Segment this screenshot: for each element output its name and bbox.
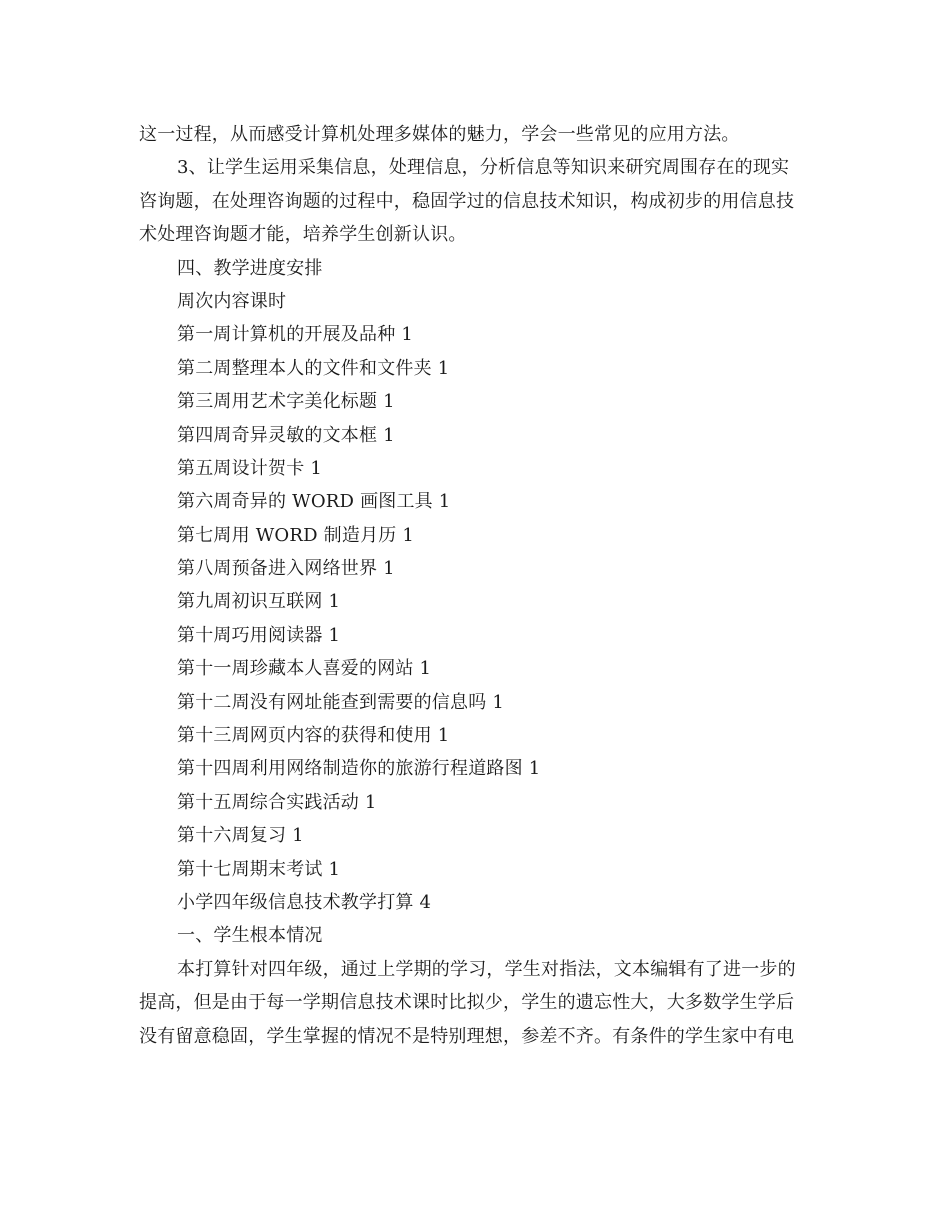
text-line: 第十五周综合实践活动 1 [177, 791, 377, 813]
text-line: 第二周整理本人的文件和文件夹 1 [177, 357, 450, 379]
text-line: 第七周用 WORD 制造月历 1 [177, 524, 415, 546]
text-line: 第六周奇异的 WORD 画图工具 1 [177, 491, 451, 513]
text-line: 第十三周网页内容的获得和使用 1 [177, 725, 450, 747]
text-line: 四、教学进度安排 [177, 257, 323, 279]
text-line: 3、让学生运用采集信息，处理信息，分析信息等知识来研究周围存在的现实 [177, 157, 790, 179]
text-line: 术处理咨询题才能，培养学生创新认识。 [139, 224, 467, 246]
document-body [139, 118, 819, 1053]
text-line: 第五周设计贺卡 1 [177, 457, 322, 479]
text-line: 周次内容课时 [177, 290, 287, 312]
text-line: 咨询题，在处理咨询题的过程中，稳固学过的信息技术知识，构成初步的用信息技 [139, 190, 795, 212]
text-line: 第十六周复习 1 [177, 825, 304, 847]
text-line: 第三周用艺术字美化标题 1 [177, 391, 395, 413]
text-line: 第十七周期末考试 1 [177, 858, 341, 880]
text-line: 第四周奇异灵敏的文本框 1 [177, 424, 395, 446]
text-line: 这一过程，从而感受计算机处理多媒体的魅力，学会一些常见的应用方法。 [139, 124, 740, 145]
text-line: 第一周计算机的开展及品种 1 [177, 324, 413, 346]
text-line: 第十一周珍藏本人喜爱的网站 1 [177, 658, 432, 680]
text-line: 第九周初识互联网 1 [177, 591, 341, 613]
text-line: 第十二周没有网址能查到需要的信息吗 1 [177, 691, 504, 713]
text-line: 一、学生根本情况 [177, 925, 323, 947]
text-line: 小学四年级信息技术教学打算 4 [177, 891, 432, 913]
text-line: 本打算针对四年级，通过上学期的学习，学生对指法，文本编辑有了进一步的 [177, 958, 796, 980]
text-line: 提高，但是由于每一学期信息技术课时比拟少，学生的遗忘性大，大多数学生学后 [139, 992, 795, 1014]
text-line: 第八周预备进入网络世界 1 [177, 558, 395, 580]
text-line: 没有留意稳固，学生掌握的情况不是特别理想，参差不齐。有条件的学生家中有电 [139, 1025, 795, 1047]
text-line: 第十周巧用阅读器 1 [177, 624, 341, 646]
text-line: 第十四周利用网络制造你的旅游行程道路图 1 [177, 758, 541, 780]
